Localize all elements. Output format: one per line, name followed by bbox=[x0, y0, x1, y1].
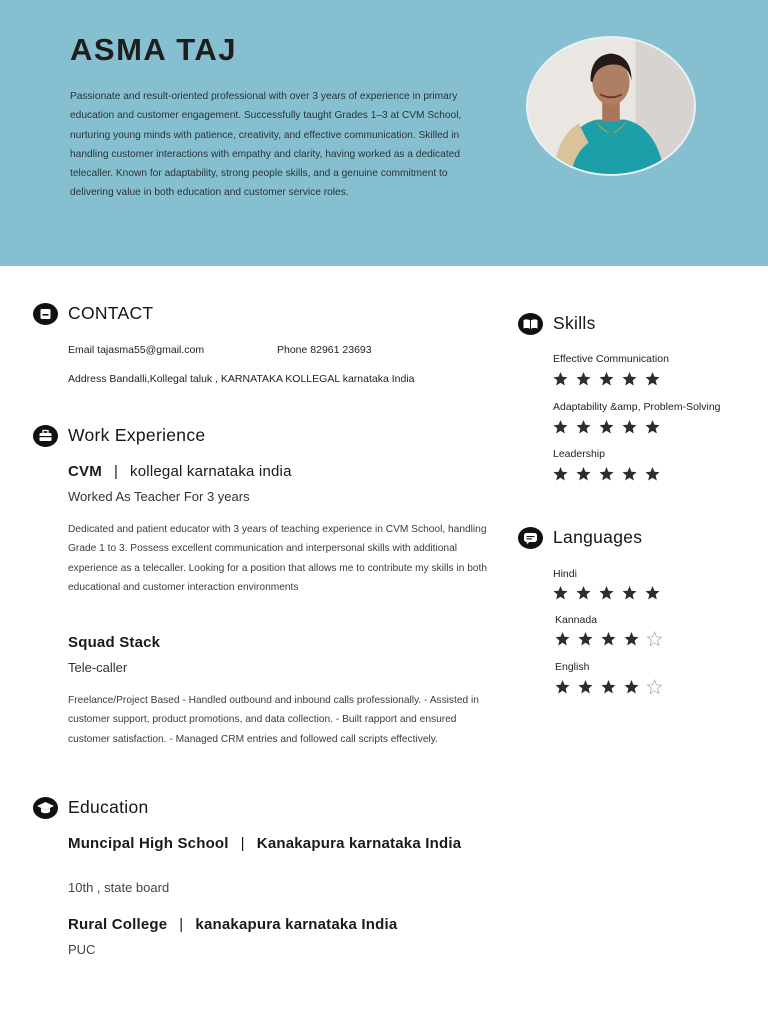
star-filled-icon bbox=[644, 419, 661, 435]
job-heading bbox=[68, 463, 292, 480]
book-icon bbox=[518, 313, 543, 335]
job-description: Dedicated and patient educator with 3 years of teaching experience in CVM School, handling Grade 1 to 3. Possess excellent communication and interpersonal skills with additional experience as a telecaller. Looking for a position that allows me to contribute my skills in both educational and customer interaction environments bbox=[68, 524, 488, 593]
education-separator: | bbox=[240, 835, 245, 852]
job-company: Squad Stack bbox=[68, 634, 161, 651]
education-location: kanakapura karnataka India bbox=[195, 916, 398, 933]
job-role: Tele-caller bbox=[68, 660, 128, 675]
language-rating bbox=[554, 631, 663, 647]
education-location: Kanakapura karnataka India bbox=[256, 835, 462, 852]
education-detail: PUC bbox=[68, 942, 96, 957]
star-filled-icon bbox=[598, 585, 615, 601]
skill-rating bbox=[552, 371, 661, 387]
job-company: CVM bbox=[68, 463, 102, 480]
star-filled-icon bbox=[644, 371, 661, 387]
star-filled-icon bbox=[600, 679, 617, 695]
contact-title: CONTACT bbox=[68, 303, 154, 323]
star-empty-icon bbox=[646, 631, 663, 647]
star-filled-icon bbox=[577, 679, 594, 695]
star-filled-icon bbox=[552, 585, 569, 601]
education-heading bbox=[68, 834, 488, 853]
star-filled-icon bbox=[575, 585, 592, 601]
language-name: Kannada bbox=[555, 614, 598, 626]
chat-icon bbox=[518, 527, 543, 549]
job-location: kollegal karnataka india bbox=[130, 463, 292, 480]
contact-phone: Phone 82961 23693 bbox=[277, 344, 372, 356]
star-filled-icon bbox=[621, 466, 638, 482]
star-filled-icon bbox=[598, 466, 615, 482]
job-heading bbox=[68, 634, 160, 651]
contact-email: Email tajasma55@gmail.com bbox=[68, 344, 205, 356]
skill-rating bbox=[552, 419, 661, 435]
language-name: English bbox=[555, 661, 590, 673]
profile-photo bbox=[526, 36, 696, 176]
star-filled-icon bbox=[621, 419, 638, 435]
star-filled-icon bbox=[621, 585, 638, 601]
education-separator: | bbox=[179, 916, 184, 933]
star-filled-icon bbox=[600, 631, 617, 647]
star-filled-icon bbox=[577, 631, 594, 647]
skill-name: Effective Communication bbox=[553, 353, 669, 365]
job-role: Worked As Teacher For 3 years bbox=[68, 489, 250, 504]
briefcase-icon bbox=[33, 425, 58, 447]
star-filled-icon bbox=[644, 466, 661, 482]
languages-title: Languages bbox=[553, 527, 643, 547]
star-filled-icon bbox=[575, 466, 592, 482]
star-filled-icon bbox=[552, 466, 569, 482]
contact-address: Address Bandalli,Kollegal taluk , KARNATAKA KOLLEGAL karnataka India bbox=[68, 373, 415, 385]
star-filled-icon bbox=[623, 679, 640, 695]
skill-rating bbox=[552, 466, 661, 482]
education-title: Education bbox=[68, 797, 149, 817]
graduation-cap-icon bbox=[33, 797, 58, 819]
skill-name: Adaptability &amp, Problem-Solving bbox=[553, 401, 721, 413]
header-banner bbox=[0, 0, 768, 266]
star-filled-icon bbox=[623, 631, 640, 647]
star-filled-icon bbox=[575, 419, 592, 435]
candidate-name: ASMA TAJ bbox=[70, 32, 237, 67]
language-name: Hindi bbox=[553, 568, 577, 580]
education-school: Rural College bbox=[68, 916, 168, 933]
job-description: Freelance/Project Based - Handled outbound and inbound calls professionally. - Assisted in customer support, product promotions, and data collection. - Built rapport and ensured customer satisfaction. - Managed CRM entries and followed call scripts effectively. bbox=[68, 695, 479, 745]
star-filled-icon bbox=[598, 419, 615, 435]
work-experience-title: Work Experience bbox=[68, 425, 206, 445]
education-detail: 10th , state board bbox=[68, 880, 170, 895]
education-heading bbox=[68, 915, 488, 934]
star-filled-icon bbox=[552, 371, 569, 387]
job-separator: | bbox=[113, 463, 119, 480]
skill-name: Leadership bbox=[553, 448, 605, 460]
profile-summary: Passionate and result-oriented professional with over 3 years of experience in primary education and customer engagement. Successfully taught Grades 1–3 at CVM School, nurturing young minds with patience, creativity, and effective communication. Skilled in handling customer interactions with empathy and clarity, having worked as a dedicated telecaller. Known for adaptability, strong people skills, and a genuine commitment to delivering value in both education and customer service roles. bbox=[70, 91, 462, 199]
language-rating bbox=[552, 585, 661, 601]
language-rating bbox=[554, 679, 663, 695]
star-filled-icon bbox=[552, 419, 569, 435]
skills-title: Skills bbox=[553, 313, 596, 333]
education-school: Muncipal High School bbox=[68, 835, 229, 852]
star-filled-icon bbox=[554, 679, 571, 695]
star-empty-icon bbox=[646, 679, 663, 695]
star-filled-icon bbox=[644, 585, 661, 601]
star-filled-icon bbox=[621, 371, 638, 387]
star-filled-icon bbox=[598, 371, 615, 387]
contact-card-icon bbox=[33, 303, 58, 325]
star-filled-icon bbox=[554, 631, 571, 647]
star-filled-icon bbox=[575, 371, 592, 387]
